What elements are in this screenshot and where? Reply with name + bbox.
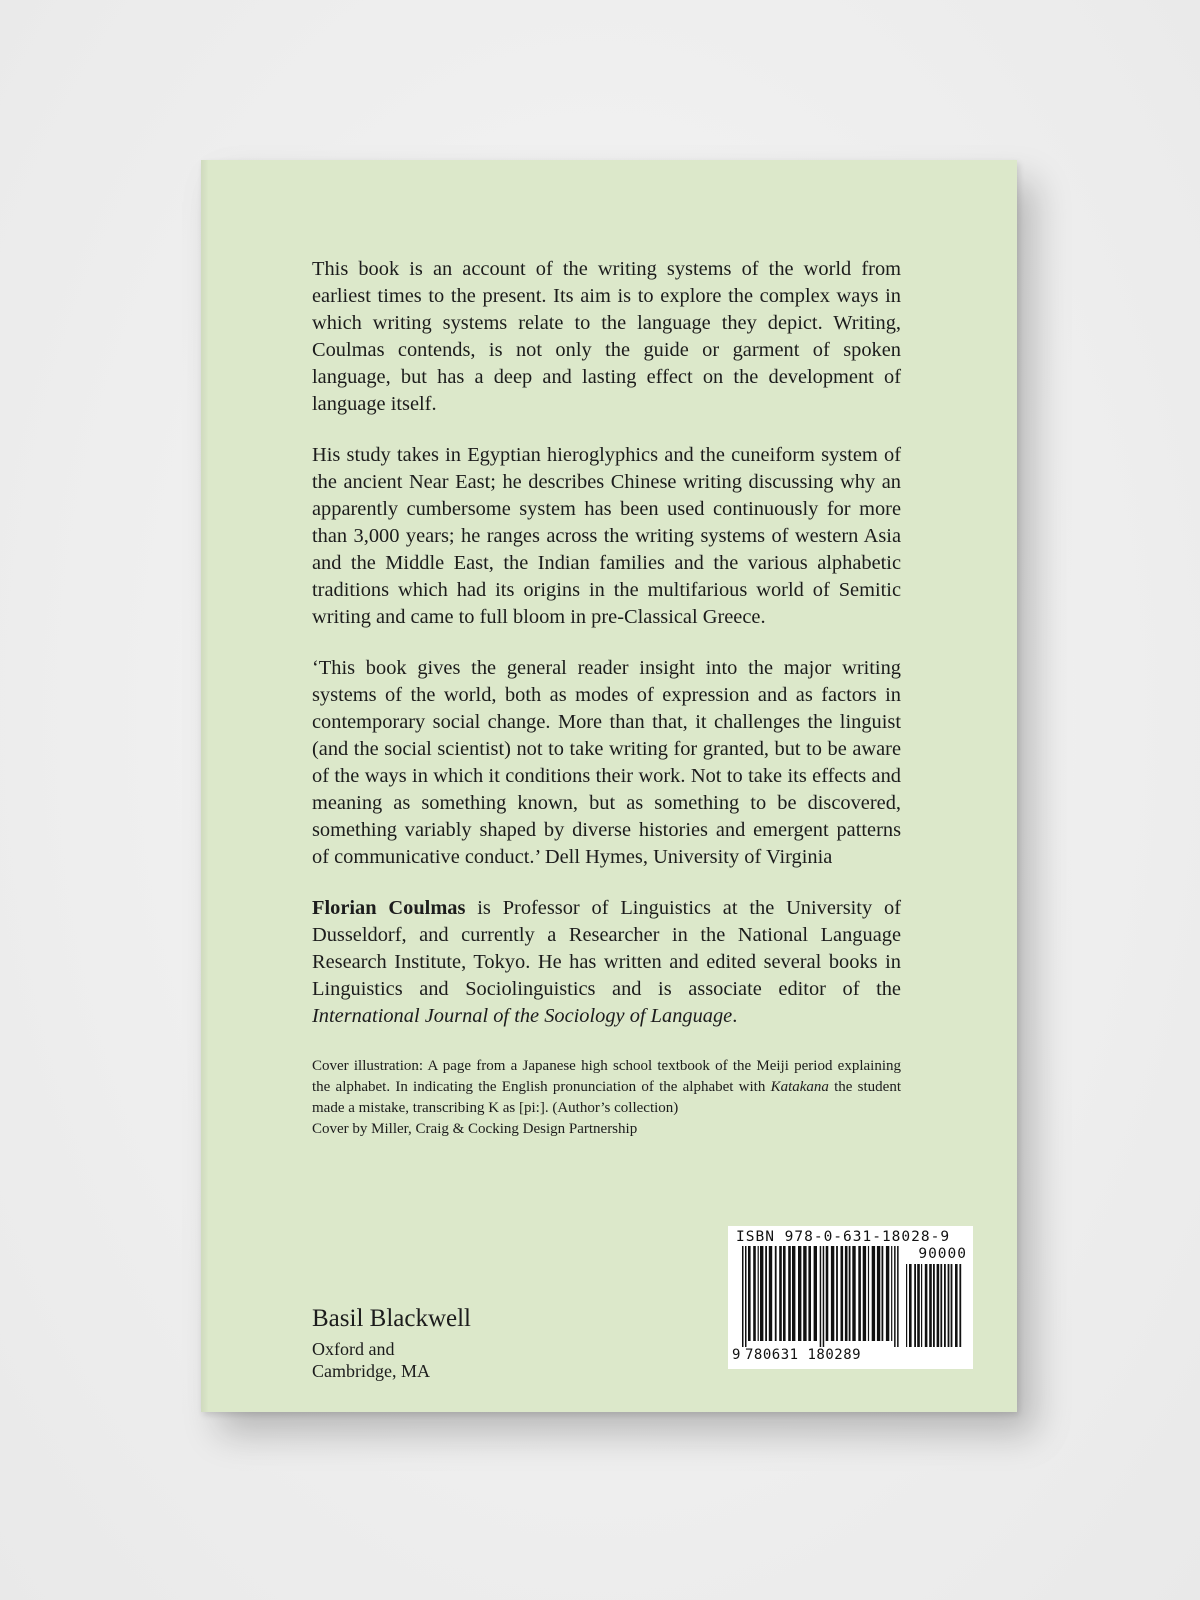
credit-text-2: the student made a mistake, transcribing K as [pi:]. (Author’s collection) <box>312 1079 902 1116</box>
barcode-bar <box>894 1246 896 1347</box>
barcode-bar <box>877 1246 880 1341</box>
barcode-bar <box>775 1246 777 1341</box>
journal-title: International Journal of the Sociology of Language <box>312 1005 733 1027</box>
publisher-place-1: Oxford and <box>312 1339 395 1359</box>
addon-bar <box>944 1264 946 1347</box>
barcode-bar <box>897 1246 899 1347</box>
addon-bar <box>909 1264 912 1347</box>
barcode-bar <box>823 1246 825 1347</box>
barcode-box <box>728 1226 973 1369</box>
addon-bar <box>959 1264 961 1347</box>
addon-bar <box>914 1264 916 1347</box>
ean-rest-digits: 780631 180289 <box>745 1347 862 1363</box>
author-name: Florian Coulmas <box>312 897 466 919</box>
author-bio-end: . <box>732 1005 738 1027</box>
barcode-bar <box>779 1246 782 1341</box>
price-addon-code: 90000 <box>918 1246 967 1262</box>
credit-text-1: Cover illustration: A page from a Japanese high school textbook of the Meiji period explaining the alphabet. In indicating the English pronunciation of the alphabet with <box>312 1058 901 1095</box>
barcode-bar <box>858 1246 861 1341</box>
barcode-bar <box>748 1246 751 1341</box>
barcode-bar <box>769 1246 772 1341</box>
barcode-bar <box>765 1246 767 1341</box>
barcode-bar <box>808 1246 811 1341</box>
barcode-bar <box>783 1246 786 1341</box>
cover-design-credit: Cover by Miller, Craig & Cocking Design Partnership <box>312 1121 638 1137</box>
publisher-place-2: Cambridge, MA <box>312 1361 430 1381</box>
barcode-bar <box>891 1246 892 1341</box>
addon-bar <box>937 1264 940 1347</box>
barcode-bar <box>820 1246 822 1347</box>
publisher-block <box>312 1304 471 1382</box>
addon-bar <box>921 1264 922 1347</box>
isbn-number: ISBN 978-0-631-18028-9 <box>736 1229 951 1245</box>
addon-bar <box>948 1264 950 1347</box>
barcode-bar <box>868 1246 869 1341</box>
review-quote: ‘This book gives the general reader insight into the major writing systems of the world, both as modes of expression and as factors in contemporary social change. More than that, it challenges the linguist (and the social scientist) not to take writing for granted, but to be aware of the ways in which it conditions their work. Not to take its effects and meaning as something known, but as something to be discovered, something variably shaped by diverse histories and emergent patterns of communicative conduct.’ Dell Hymes, University of Virginia <box>312 657 901 868</box>
addon-bar <box>940 1264 942 1347</box>
addon-bar <box>955 1264 958 1347</box>
barcode-bar <box>863 1246 866 1341</box>
barcode-bar <box>849 1246 851 1341</box>
spine-shade <box>201 160 209 1412</box>
barcode-bar <box>852 1246 855 1341</box>
cover-illustration-credit <box>312 1056 901 1119</box>
barcode-bar <box>845 1246 848 1341</box>
barcode-bar <box>882 1246 884 1341</box>
barcode-bar <box>803 1246 806 1341</box>
author-bio <box>312 895 901 1030</box>
addon-bar <box>933 1264 935 1347</box>
description-paragraph-1: This book is an account of the writing systems of the world from earliest times to the present. Its aim is to explore the complex ways in which writing systems relate to the language they depict. Writing, Coulmas contends, is not only the guide or garment of spoken language, but has a deep and lasting effect on the development of language itself. <box>312 258 901 415</box>
barcode-bar <box>792 1246 795 1341</box>
book-back-cover <box>201 160 1017 1412</box>
barcode-bar <box>814 1246 817 1341</box>
addon-bar <box>917 1264 920 1347</box>
barcode-bar <box>753 1246 756 1341</box>
barcode-bar <box>836 1246 838 1341</box>
barcode-bar <box>872 1246 875 1341</box>
barcode-bar <box>742 1246 744 1347</box>
barcode-bar <box>798 1246 801 1341</box>
barcode-bar <box>745 1246 747 1347</box>
addon-bar <box>951 1264 953 1347</box>
addon-bar <box>925 1264 928 1347</box>
barcode-bar <box>760 1246 763 1341</box>
addon-bar <box>906 1264 907 1347</box>
katakana-term: Katakana <box>770 1079 829 1095</box>
barcode-bar <box>831 1246 834 1341</box>
author-bio-text: is Professor of Linguistics at the University of Dusseldorf, and currently a Researcher in the National Language Research Institute, Tokyo. He has written and edited several books in Linguistics and Sociolinguistics and is associate editor of the <box>312 897 901 1000</box>
publisher-name: Basil Blackwell <box>312 1305 471 1332</box>
cover-text-block <box>312 256 901 1140</box>
barcode-bar <box>788 1246 791 1341</box>
barcode-bar <box>758 1246 759 1341</box>
barcode-bar <box>841 1246 844 1341</box>
ean-first-digit: 9 <box>732 1347 741 1363</box>
barcode-bar <box>886 1246 889 1341</box>
addon-bar <box>929 1264 932 1347</box>
description-paragraph-2: His study takes in Egyptian hieroglyphics and the cuneiform system of the ancient Near East; he describes Chinese writing discussing why an apparently cumbersome system has been used continuously for more than 3,000 years; he ranges across the writing systems of western Asia and the Middle East, the Indian families and the various alphabetic traditions which had its origins in the multifarious world of Semitic writing and came to full bloom in pre-Classical Greece. <box>312 444 901 628</box>
barcode-bar <box>826 1246 829 1341</box>
